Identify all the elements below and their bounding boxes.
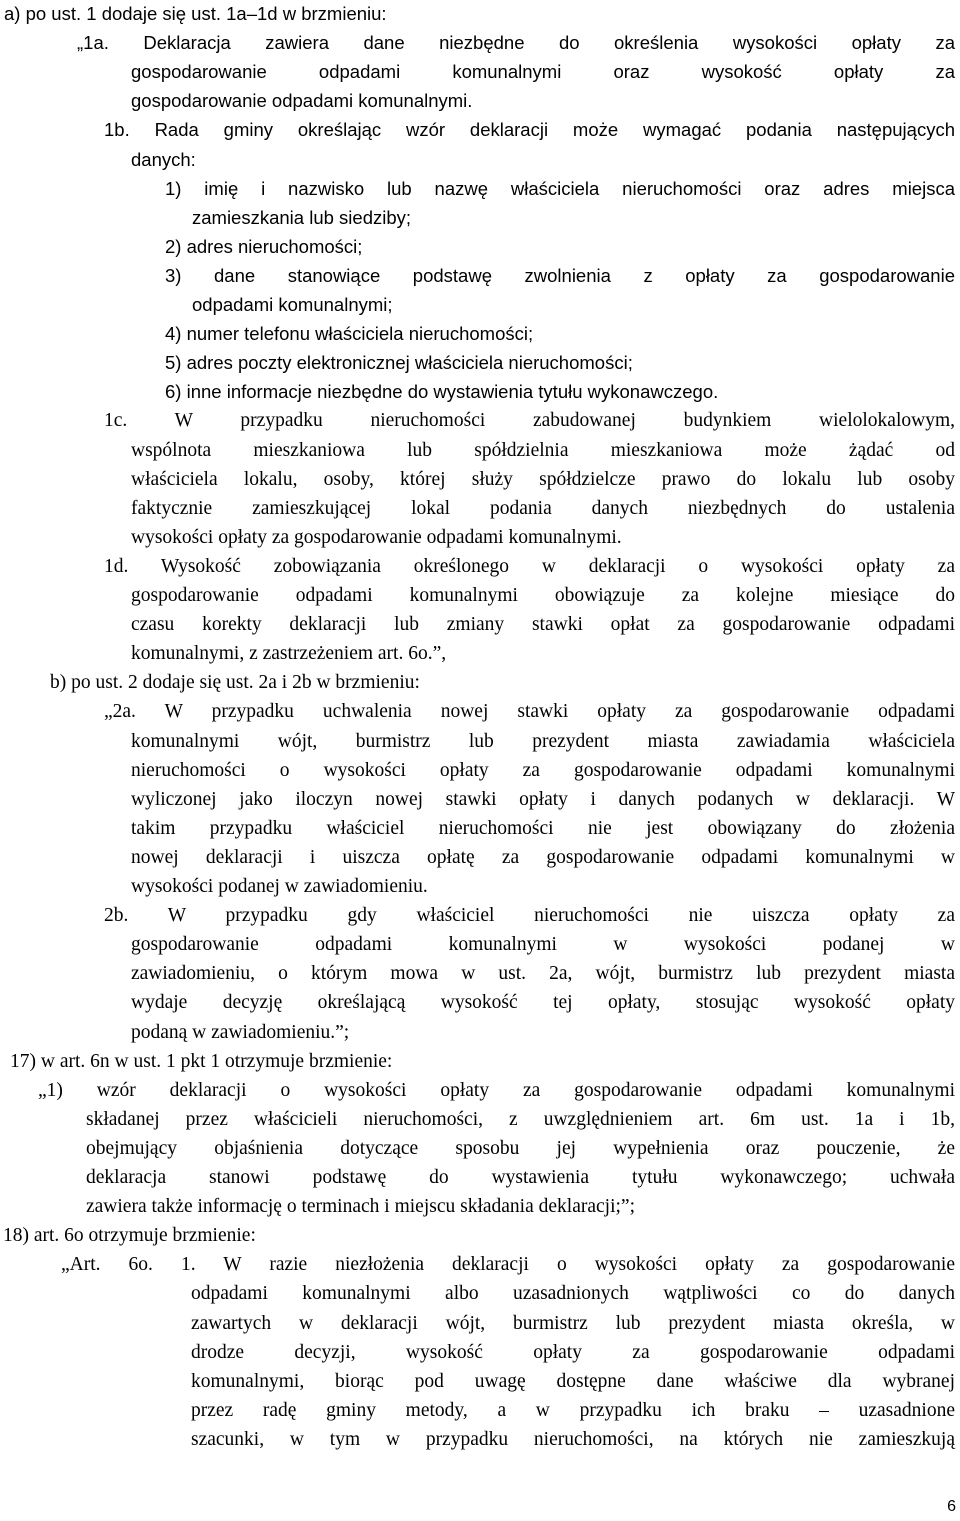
text-line: 1b. Rada gminy określając wzór deklaracji może wymagać podania następujących — [104, 119, 955, 140]
text-line: wspólnota mieszkaniowa lub spółdzielnia mieszkaniowa może żądać od — [131, 440, 955, 461]
text-line: danych: — [131, 149, 196, 170]
text-line: odpadami komunalnymi albo uzasadnionych wątpliwości co do danych — [191, 1283, 955, 1304]
text-line: wyliczonej jako iloczyn nowej stawki opłaty i danych podanych w deklaracji. W — [131, 789, 955, 810]
text-line: 6) inne informacje niezbędne do wystawienia tytułu wykonawczego. — [165, 381, 719, 402]
text-line: czasu korekty deklaracji lub zmiany stawki opłat za gospodarowanie odpadami — [131, 614, 955, 635]
text-line: przez radę gminy metody, a w przypadku ich braku – uzasadnione — [191, 1400, 955, 1421]
text-line: faktycznie zamieszkującej lokal podania danych niezbędnych do ustalenia — [131, 498, 955, 519]
text-line: 1) imię i nazwisko lub nazwę właściciela nieruchomości oraz adres miejsca — [165, 178, 955, 199]
text-line: zamieszkania lub siedziby; — [192, 207, 412, 228]
text-line: odpadami komunalnymi; — [192, 294, 393, 315]
text-line: szacunki, w tym w przypadku nieruchomości, na których nie zamieszkują — [191, 1429, 955, 1450]
text-line: nieruchomości o wysokości opłaty za gospodarowanie odpadami komunalnymi — [131, 760, 955, 781]
text-line: 3) dane stanowiące podstawę zwolnienia z opłaty za gospodarowanie — [165, 265, 955, 286]
text-line: 2) adres nieruchomości; — [165, 236, 363, 257]
text-line: a) po ust. 1 dodaje się ust. 1a–1d w brzmieniu: — [4, 3, 387, 24]
text-line: wysokości opłaty za gospodarowanie odpadami komunalnymi. — [131, 527, 622, 548]
text-line: b) po ust. 2 dodaje się ust. 2a i 2b w brzmieniu: — [50, 672, 420, 693]
page-number: 6 — [947, 1498, 956, 1515]
text-line: drodze decyzji, wysokość opłaty za gospodarowanie odpadami — [191, 1342, 955, 1363]
text-line: nowej deklaracji i uiszcza opłatę za gospodarowanie odpadami komunalnymi w — [131, 847, 955, 868]
text-line: 4) numer telefonu właściciela nieruchomości; — [165, 323, 534, 344]
text-line: gospodarowanie odpadami komunalnymi w wysokości podanej w — [131, 934, 955, 955]
text-line: właściciela lokalu, osoby, której służy spółdzielcze prawo do lokalu lub osoby — [131, 469, 955, 490]
text-line: „2a. W przypadku uchwalenia nowej stawki opłaty za gospodarowanie odpadami — [104, 701, 955, 722]
text-line: zawiadomieniu, o którym mowa w ust. 2a, wójt, burmistrz lub prezydent miasta — [131, 963, 955, 984]
text-line: „Art. 6o. 1. W razie niezłożenia deklaracji o wysokości opłaty za gospodarowanie — [61, 1254, 955, 1275]
text-line: komunalnymi, biorąc pod uwagę dostępne dane właściwe dla wybranej — [191, 1371, 955, 1392]
text-line: 1d. Wysokość zobowiązania określonego w deklaracji o wysokości opłaty za — [104, 556, 955, 577]
text-line: 18) art. 6o otrzymuje brzmienie: — [3, 1225, 256, 1246]
text-line: 1c. W przypadku nieruchomości zabudowanej budynkiem wielolokalowym, — [104, 410, 955, 431]
text-line: obejmujący objaśnienia dotyczące sposobu jej wypełnienia oraz pouczenie, że — [86, 1138, 955, 1159]
text-line: składanej przez właścicieli nieruchomości, z uwzględnieniem art. 6m ust. 1a i 1b, — [86, 1109, 955, 1130]
text-line: 5) adres poczty elektronicznej właściciela nieruchomości; — [165, 352, 633, 373]
text-line: deklaracja stanowi podstawę do wystawienia tytułu wykonawczego; uchwała — [86, 1167, 955, 1188]
text-line: gospodarowanie odpadami komunalnymi oraz wysokość opłaty za — [131, 61, 955, 82]
text-line: zawiera także informację o terminach i miejscu składania deklaracji;”; — [86, 1196, 635, 1217]
text-line: komunalnymi wójt, burmistrz lub prezydent miasta zawiadamia właściciela — [131, 731, 955, 752]
text-line: „1) wzór deklaracji o wysokości opłaty za gospodarowanie odpadami komunalnymi — [38, 1080, 955, 1101]
text-line: podaną w zawiadomieniu.”; — [131, 1022, 350, 1043]
text-line: 17) w art. 6n w ust. 1 pkt 1 otrzymuje brzmienie: — [10, 1051, 393, 1072]
text-line: takim przypadku właściciel nieruchomości nie jest obowiązany do złożenia — [131, 818, 955, 839]
text-line: „1a. Deklaracja zawiera dane niezbędne do określenia wysokości opłaty za — [77, 32, 955, 53]
text-line: komunalnymi, z zastrzeżeniem art. 6o.”, — [131, 643, 447, 664]
text-line: gospodarowanie odpadami komunalnymi obowiązuje za kolejne miesiące do — [131, 585, 955, 606]
text-line: wydaje decyzję określającą wysokość tej opłaty, stosując wysokość opłaty — [131, 992, 955, 1013]
text-line: wysokości podanej w zawiadomieniu. — [131, 876, 428, 897]
text-line: zawartych w deklaracji wójt, burmistrz lub prezydent miasta określa, w — [191, 1313, 955, 1334]
text-line: 2b. W przypadku gdy właściciel nieruchomości nie uiszcza opłaty za — [104, 905, 955, 926]
text-line: gospodarowanie odpadami komunalnymi. — [131, 90, 473, 111]
